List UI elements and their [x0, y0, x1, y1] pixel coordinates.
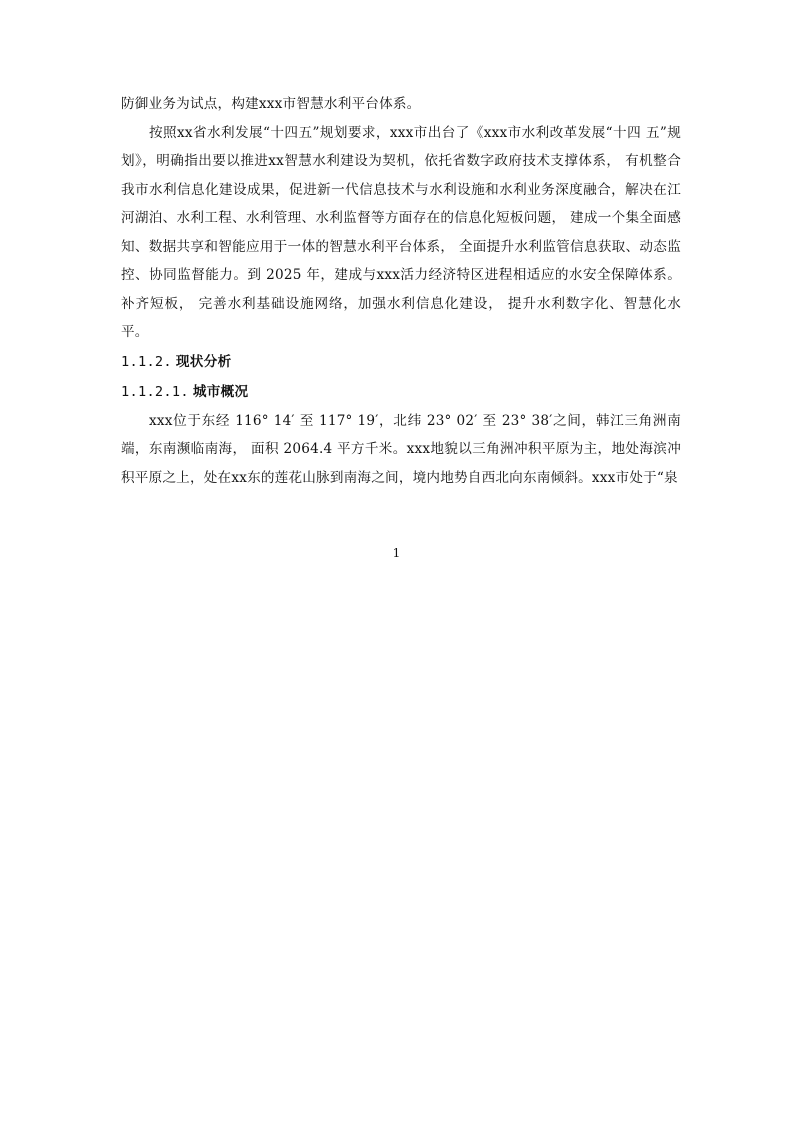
- subsection-heading-city-overview: [121, 377, 681, 407]
- section-number: 1.1.2.: [121, 353, 172, 370]
- page-number: 1: [392, 546, 401, 560]
- subsection-number: 1.1.2.1.: [121, 383, 189, 400]
- paragraph-city-overview: xxx位于东经 116° 14′ 至 117° 19′，北纬 23° 02′ 至 23° 38′之间，韩江三角洲南端，东南濒临南海， 面积 2064.4 平方千米。xxx地貌以三角洲冲积平原为主，地处海滨冲积平原之上，处在xx东的莲花山脉到南海之间，境内地势自西北向东南倾斜。xxx市处于“泉: [121, 412, 681, 486]
- subsection-title: 城市概况: [192, 383, 249, 400]
- paragraph-intro-continuation: 防御业务为试点，构建xxx市智慧水利平台体系。: [121, 96, 421, 112]
- document-body: [121, 90, 681, 492]
- section-heading-current-analysis: [121, 347, 681, 377]
- paragraph-planning-requirements: 按照xx省水利发展“十四五”规划要求，xxx市出台了《xxx市水利改革发展“十四 五”规划》，明确指出要以推进xx智慧水利建设为契机，依托省数字政府技术支撑体系， 有机整合我市水利信息化建设成果，促进新一代信息技术与水利设施和水利业务深度融合，解决在江河湖泊、水利工程、水利管理、水利监督等方面存在的信息化短板问题， 建成一个集全面感知、数据共享和智能应用于一体的智慧水利平台体系， 全面提升水利监管信息获取、动态监控、协同监督能力。到 2025 年，建成与xxx活力经济特区进程相适应的水安全保障体系。补齐短板， 完善水利基础设施网络，加强水利信息化建设， 提升水利数字化、智慧化水平。: [121, 124, 681, 340]
- section-title: 现状分析: [175, 353, 232, 370]
